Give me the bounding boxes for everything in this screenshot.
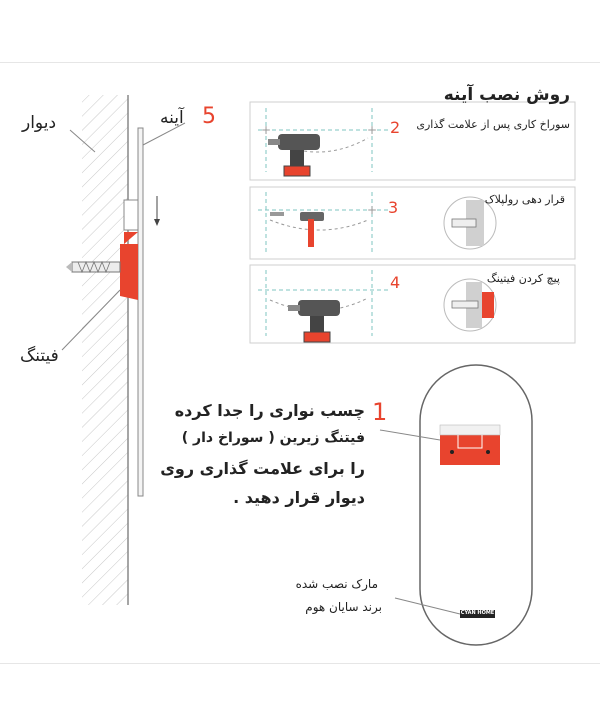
page-title: روش نصب آینه [443,85,570,105]
brand-plate-text: CYAN HOME [460,610,495,616]
mirror-side-view [138,123,185,496]
step-2-number: 2 [390,118,401,137]
fitting-front-leader [380,430,440,440]
step-1-number: 1 [372,398,388,426]
fitting-label: فیتنگ [20,346,59,366]
step-3-label: قرار دهی رولپلاک [484,193,565,206]
brand-leader [395,598,460,614]
wall-label: دیوار [22,113,57,133]
svg-text:+: + [366,123,378,137]
mirror-label: آینه [160,108,184,128]
step-4-label: پیچ کردن فیتینگ [486,272,560,285]
drill-icon [268,134,320,176]
arrow-down-icon [154,196,160,226]
wall-plug-icon [66,262,120,272]
svg-text:+: + [366,203,378,217]
step-3-number: 3 [388,198,399,217]
mirror-front-view [420,365,532,645]
step-2-label: سوراخ کاری پس از علامت گذاری [416,118,570,131]
step-1-line-3: را برای علامت گذاری روی [160,459,365,478]
screw-fitting-icon [444,279,496,331]
brand-line-2: برند سایان هوم [305,600,382,614]
brand-line-1: مارک نصب شده [295,577,378,591]
drill-icon [288,300,340,342]
svg-text:+: + [260,123,272,137]
hammer-icon [270,212,324,247]
step-4-number: 4 [390,273,401,292]
step-1-line-2: فیتنگ زیرین ( سوراخ دار ) [181,430,365,446]
step-1-line-1: چسب نواری را جدا کرده [174,401,365,420]
wall-section [82,95,128,605]
step-1-line-4: دیوار قرار دهید . [233,488,365,507]
step-5-number: 5 [202,104,216,129]
